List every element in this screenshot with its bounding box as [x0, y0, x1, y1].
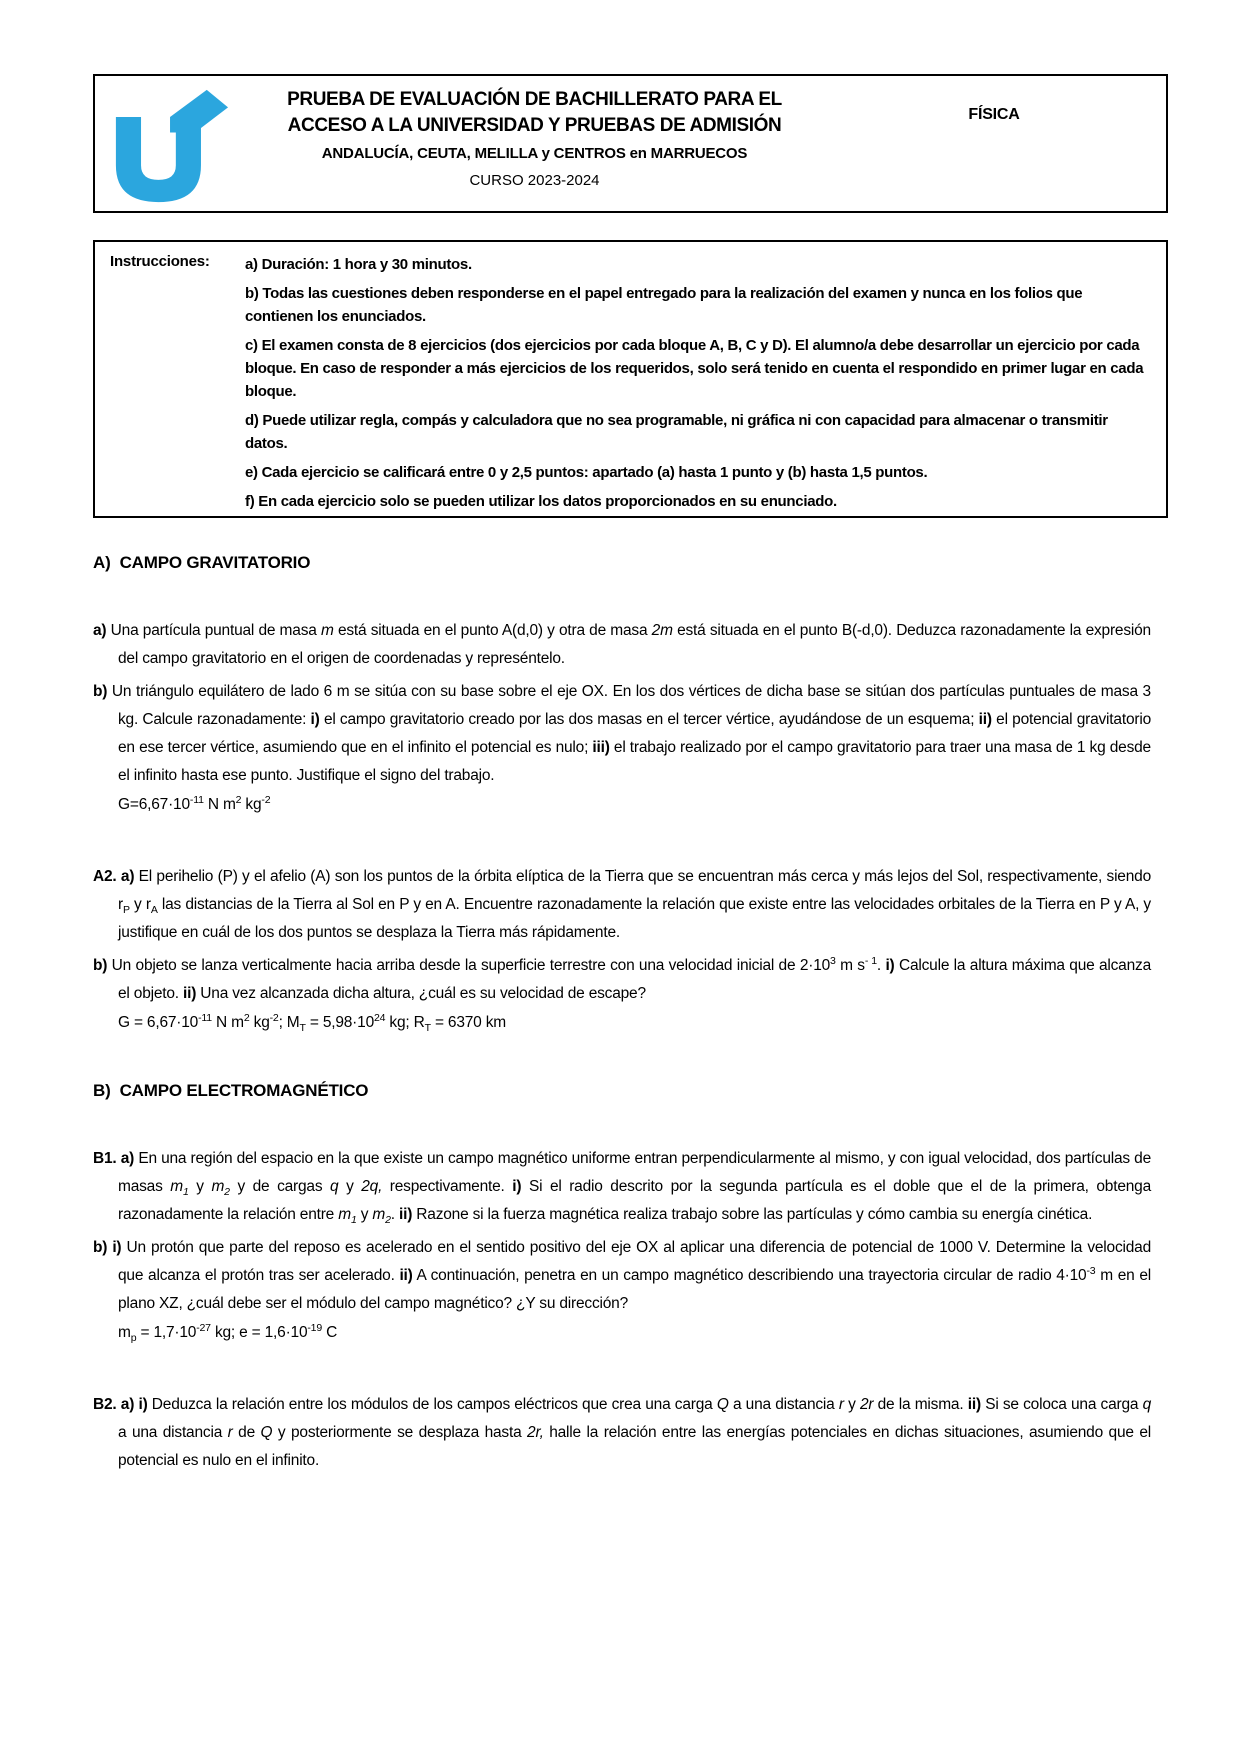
exercise-b2: [93, 1391, 1151, 1475]
exercise-b2-part-a: B2. a) i) Deduzca la relación entre los módulos de los campos eléctricos que crea una carga Q a una distancia r y 2r de la misma. ii) Si se coloca una carga q a una distancia r de Q y posteriormente se desplaza hasta 2r, halle la relación entre las energías potenciales en dichas situaciones, asumiendo que el potencial es nulo en el infinito.: [93, 1396, 1152, 1469]
instruction-item-b: b) Todas las cuestiones deben responderse en el papel entregado para la realización del examen y nunca en los folios que contienen los enunciados.: [245, 285, 1083, 325]
instructions-label: Instrucciones:: [110, 253, 210, 270]
exam-title-line2: ACCESO A LA UNIVERSIDAD Y PRUEBAS DE ADMISIÓN: [287, 115, 782, 136]
exam-course: CURSO 2023-2024: [469, 172, 600, 189]
instructions-box: [93, 240, 1168, 518]
exercise-a1: [93, 617, 1151, 819]
instructions-list: [245, 253, 1166, 516]
exam-body: [93, 553, 1151, 1475]
exam-subject: FÍSICA: [968, 106, 1020, 123]
logo-arrow-shape: [170, 89, 228, 132]
instruction-item-c: c) El examen consta de 8 ejercicios (dos ejercicios por cada bloque A, B, C y D). El alumno/a debe desarrollar un ejercicio por cada bloque. En caso de responder a más ejercicios de los requeridos, solo será tenido en cuenta el respondido en primer lugar en cada bloque.: [245, 337, 1144, 400]
header-titles: [247, 76, 822, 211]
exercise-a2-part-a: A2. a) El perihelio (P) y el afelio (A) son los puntos de la órbita elíptica de la Tierra que se encuentran más cerca y más lejos del Sol, respectivamente, siendo $r_P$ y $r_A$ las distancias de la Tierra al Sol en P y en A. Encuentre razonadamente la relación que existe entre las velocidades orbitales de la Tierra en P y A, y justifique en cuál de los dos puntos se desplaza la Tierra más rápidamente.: [93, 868, 1151, 941]
exercise-b1-constants: $m_p = 1,7\cdot 10^{-27}$ kg; $e = 1,6\cdot 10^{-19}$ C: [118, 1321, 338, 1345]
section-b-heading: B) CAMPO ELECTROMAGNÉTICO: [93, 1081, 369, 1100]
section-a-heading: A) CAMPO GRAVITATORIO: [93, 553, 311, 572]
exercise-a1-part-b: b) Un triángulo equilátero de lado 6 m se sitúa con su base sobre el eje OX. En los dos vértices de dicha base se sitúan dos partículas puntuales de masa 3 kg. Calcule razonadamente: i) el campo gravitatorio creado por las dos masas en el tercer vértice, ayudándose de un esquema; ii) el potencial gravitatorio en ese tercer vértice, asumiendo que en el infinito el potencial es nulo; iii) el trabajo realizado por el campo gravitatorio para traer una masa de 1 kg desde el infinito hasta ese punto. Justifique el signo del trabajo.: [93, 683, 1151, 784]
exam-region: ANDALUCÍA, CEUTA, MELILLA y CENTROS en MARRUECOS: [321, 145, 748, 162]
instruction-item-a: a) Duración: 1 hora y 30 minutos.: [245, 256, 472, 273]
exam-title-line1: PRUEBA DE EVALUACIÓN DE BACHILLERATO PARA EL: [287, 89, 782, 110]
instruction-item-d: d) Puede utilizar regla, compás y calculadora que no sea programable, ni gráfica ni con capacidad para almacenar o transmitir datos.: [245, 412, 1108, 452]
instruction-item-f: f) En cada ejercicio solo se pueden utilizar los datos proporcionados en su enunciado.: [245, 493, 837, 510]
exercise-a1-constants: $G=6,67\cdot 10^{-11}$ N $m^2$ $kg^{-2}$: [118, 793, 271, 813]
exercise-b1-part-a: B1. a) En una región del espacio en la que existe un campo magnético uniforme entran perpendicularmente al mismo, y con igual velocidad, dos partículas de masas $m_1$ y $m_2$ y de cargas q y 2q, respectivamente. i) Si el radio descrito por la segunda partícula es el doble que el de la primera, obtenga razonadamente la relación entre $m_1$ y $m_2$. ii) Razone si la fuerza magnética realiza trabajo sobre las partículas y cómo cambia su energía cinética.: [93, 1150, 1152, 1227]
exercise-a2: [93, 863, 1151, 1037]
exercise-b1: [93, 1145, 1151, 1347]
instruction-item-e: e) Cada ejercicio se calificará entre 0 y 2,5 puntos: apartado (a) hasta 1 punto y (b) hasta 1,5 puntos.: [245, 464, 928, 481]
exercise-a1-part-a: a) Una partícula puntual de masa m está situada en el punto A(d,0) y otra de masa 2m está situada en el punto B(-d,0). Deduzca razonadamente la expresión del campo gravitatorio en el origen de coordenadas y represéntelo.: [93, 622, 1151, 667]
u-arrow-logo-icon: [112, 88, 230, 204]
exam-header: [93, 74, 1168, 213]
university-logo: [95, 76, 247, 211]
exercise-b1-part-b: b) i) Un protón que parte del reposo es acelerado en el sentido positivo del eje OX al aplicar una diferencia de potencial de 1000 V. Determine la velocidad que alcanza el protón tras ser acelerado. ii) A continuación, penetra en un campo magnético describiendo una trayectoria circular de radio $4\cdot 10^{-3}$ m en el plano XZ, ¿cuál debe ser el módulo del campo magnético? ¿Y su dirección?: [93, 1239, 1152, 1312]
exercise-a2-constants: $G = 6,67\cdot 10^{-11}$ N $m^2$ $kg^{-2}$; $M_T = 5,98\cdot 10^{24}$ kg; $R_T = 6370$ km: [118, 1011, 506, 1035]
exercise-a2-part-b: b) Un objeto se lanza verticalmente hacia arriba desde la superficie terrestre con una velocidad inicial de $2\cdot 10^3$ m $s^{- 1}$. i) Calcule la altura máxima que alcanza el objeto. ii) Una vez alcanzada dicha altura, ¿cuál es su velocidad de escape?: [93, 954, 1151, 1002]
